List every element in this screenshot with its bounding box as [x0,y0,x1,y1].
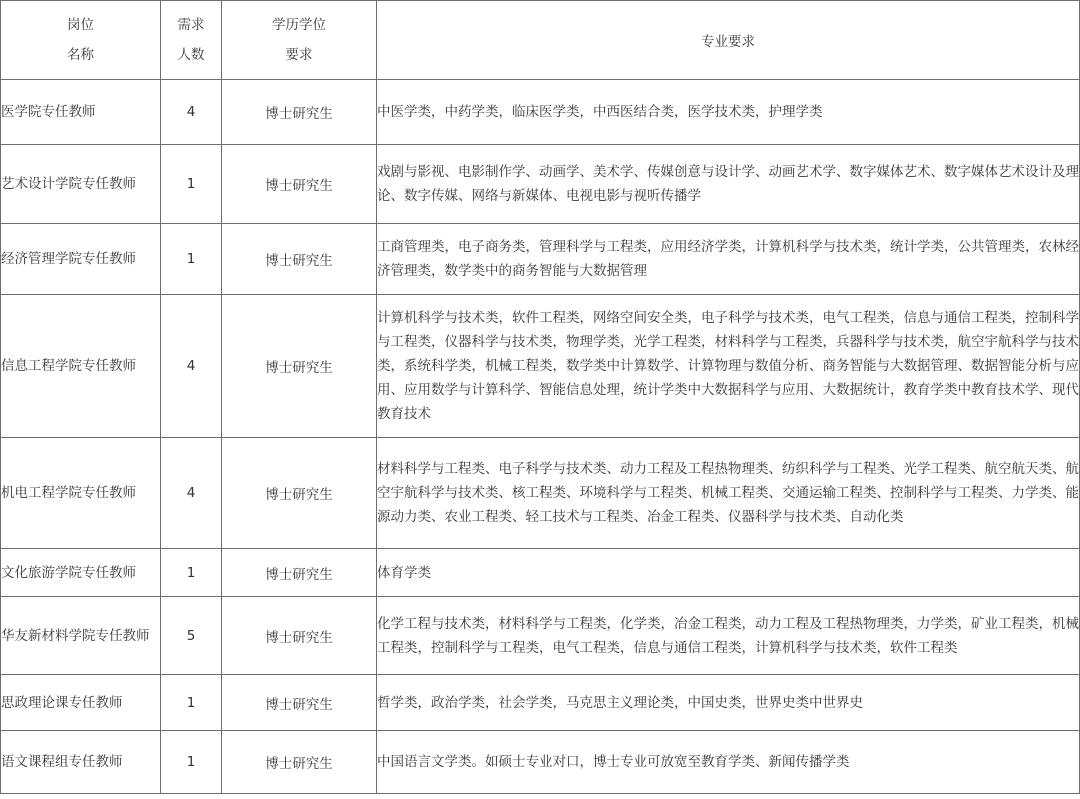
count-cell: 1 [161,224,222,295]
major-cell: 中医学类，中药学类，临床医学类，中西医结合类，医学技术类，护理学类 [377,80,1080,145]
degree-cell: 博士研究生 [222,145,377,224]
table-row [1,438,1080,549]
degree-cell: 博士研究生 [222,675,377,731]
count-cell: 4 [161,438,222,549]
major-cell: 中国语言文学类。如硕士专业对口，博士专业可放宽至教育学类、新闻传播学类 [377,731,1080,794]
major-cell: 工商管理类，电子商务类，管理科学与工程类，应用经济学类，计算机科学与技术类，统计学类，公共管理类，农林经济管理类，数学类中的商务智能与大数据管理 [377,224,1080,295]
degree-cell: 博士研究生 [222,438,377,549]
degree-cell: 博士研究生 [222,731,377,794]
header-count [161,1,222,80]
header-degree [222,1,377,80]
count-cell: 1 [161,731,222,794]
major-cell: 计算机科学与技术类，软件工程类，网络空间安全类，电子科学与技术类，电气工程类，信息与通信工程类，控制科学与工程类，仪器科学与技术类，物理学类，光学工程类，材料科学与工程类，兵器科学与技术类，航空宇航科学与技术类，系统科学类，机械工程类，数学类中计算数学、计算物理与数值分析、商务智能与大数据管理、数据智能分析与应用、应用数学与计算科学、智能信息处理，统计学类中大数据科学与应用、大数据统计，教育学类中教育技术学、现代教育技术 [377,295,1080,438]
position-name-cell: 文化旅游学院专任教师 [1,549,161,597]
table-row [1,675,1080,731]
major-cell: 戏剧与影视、电影制作学、动画学、美术学、传媒创意与设计学、动画艺术学、数字媒体艺术、数字媒体艺术设计及理论、数字传媒、网络与新媒体、电视电影与视听传播学 [377,145,1080,224]
header-position-name [1,1,161,80]
header-major: 专业要求 [377,1,1080,80]
header-position-line2: 名称 [67,47,94,63]
major-cell: 化学工程与技术类，材料科学与工程类，化学类，冶金工程类，动力工程及工程热物理类，力学类，矿业工程类，机械工程类，控制科学与工程类，电气工程类，信息与通信工程类，计算机科学与技术类，软件工程类 [377,597,1080,675]
table-row [1,549,1080,597]
header-position-line1: 岗位 [67,17,94,33]
position-name-cell: 经济管理学院专任教师 [1,224,161,295]
degree-cell: 博士研究生 [222,80,377,145]
header-degree-line1: 学历学位 [272,17,326,33]
position-name-cell: 医学院专任教师 [1,80,161,145]
major-cell: 哲学类，政治学类，社会学类，马克思主义理论类，中国史类，世界史类中世界史 [377,675,1080,731]
header-count-line2: 人数 [177,47,205,63]
table-header-row [1,1,1080,80]
table-row [1,80,1080,145]
table-row [1,145,1080,224]
major-cell: 材料科学与工程类、电子科学与技术类、动力工程及工程热物理类、纺织科学与工程类、光学工程类、航空航天类、航空宇航科学与技术类、核工程类、环境科学与工程类、机械工程类、交通运输工程类、控制科学与工程类、力学类、能源动力类、农业工程类、轻工技术与工程类、冶金工程类、仪器科学与技术类、自动化类 [377,438,1080,549]
degree-cell: 博士研究生 [222,549,377,597]
degree-cell: 博士研究生 [222,597,377,675]
degree-cell: 博士研究生 [222,224,377,295]
major-cell: 体育学类 [377,549,1080,597]
position-name-cell: 信息工程学院专任教师 [1,295,161,438]
count-cell: 1 [161,675,222,731]
position-name-cell: 机电工程学院专任教师 [1,438,161,549]
count-cell: 5 [161,597,222,675]
position-name-cell: 思政理论课专任教师 [1,675,161,731]
position-name-cell: 艺术设计学院专任教师 [1,145,161,224]
count-cell: 4 [161,80,222,145]
table-row [1,224,1080,295]
header-count-line1: 需求 [177,17,205,33]
count-cell: 1 [161,145,222,224]
table-row [1,295,1080,438]
count-cell: 1 [161,549,222,597]
header-degree-line2: 要求 [285,47,313,63]
table-row [1,731,1080,794]
degree-cell: 博士研究生 [222,295,377,438]
table-row [1,597,1080,675]
position-name-cell: 语文课程组专任教师 [1,731,161,794]
position-name-cell: 华友新材料学院专任教师 [1,597,161,675]
count-cell: 4 [161,295,222,438]
